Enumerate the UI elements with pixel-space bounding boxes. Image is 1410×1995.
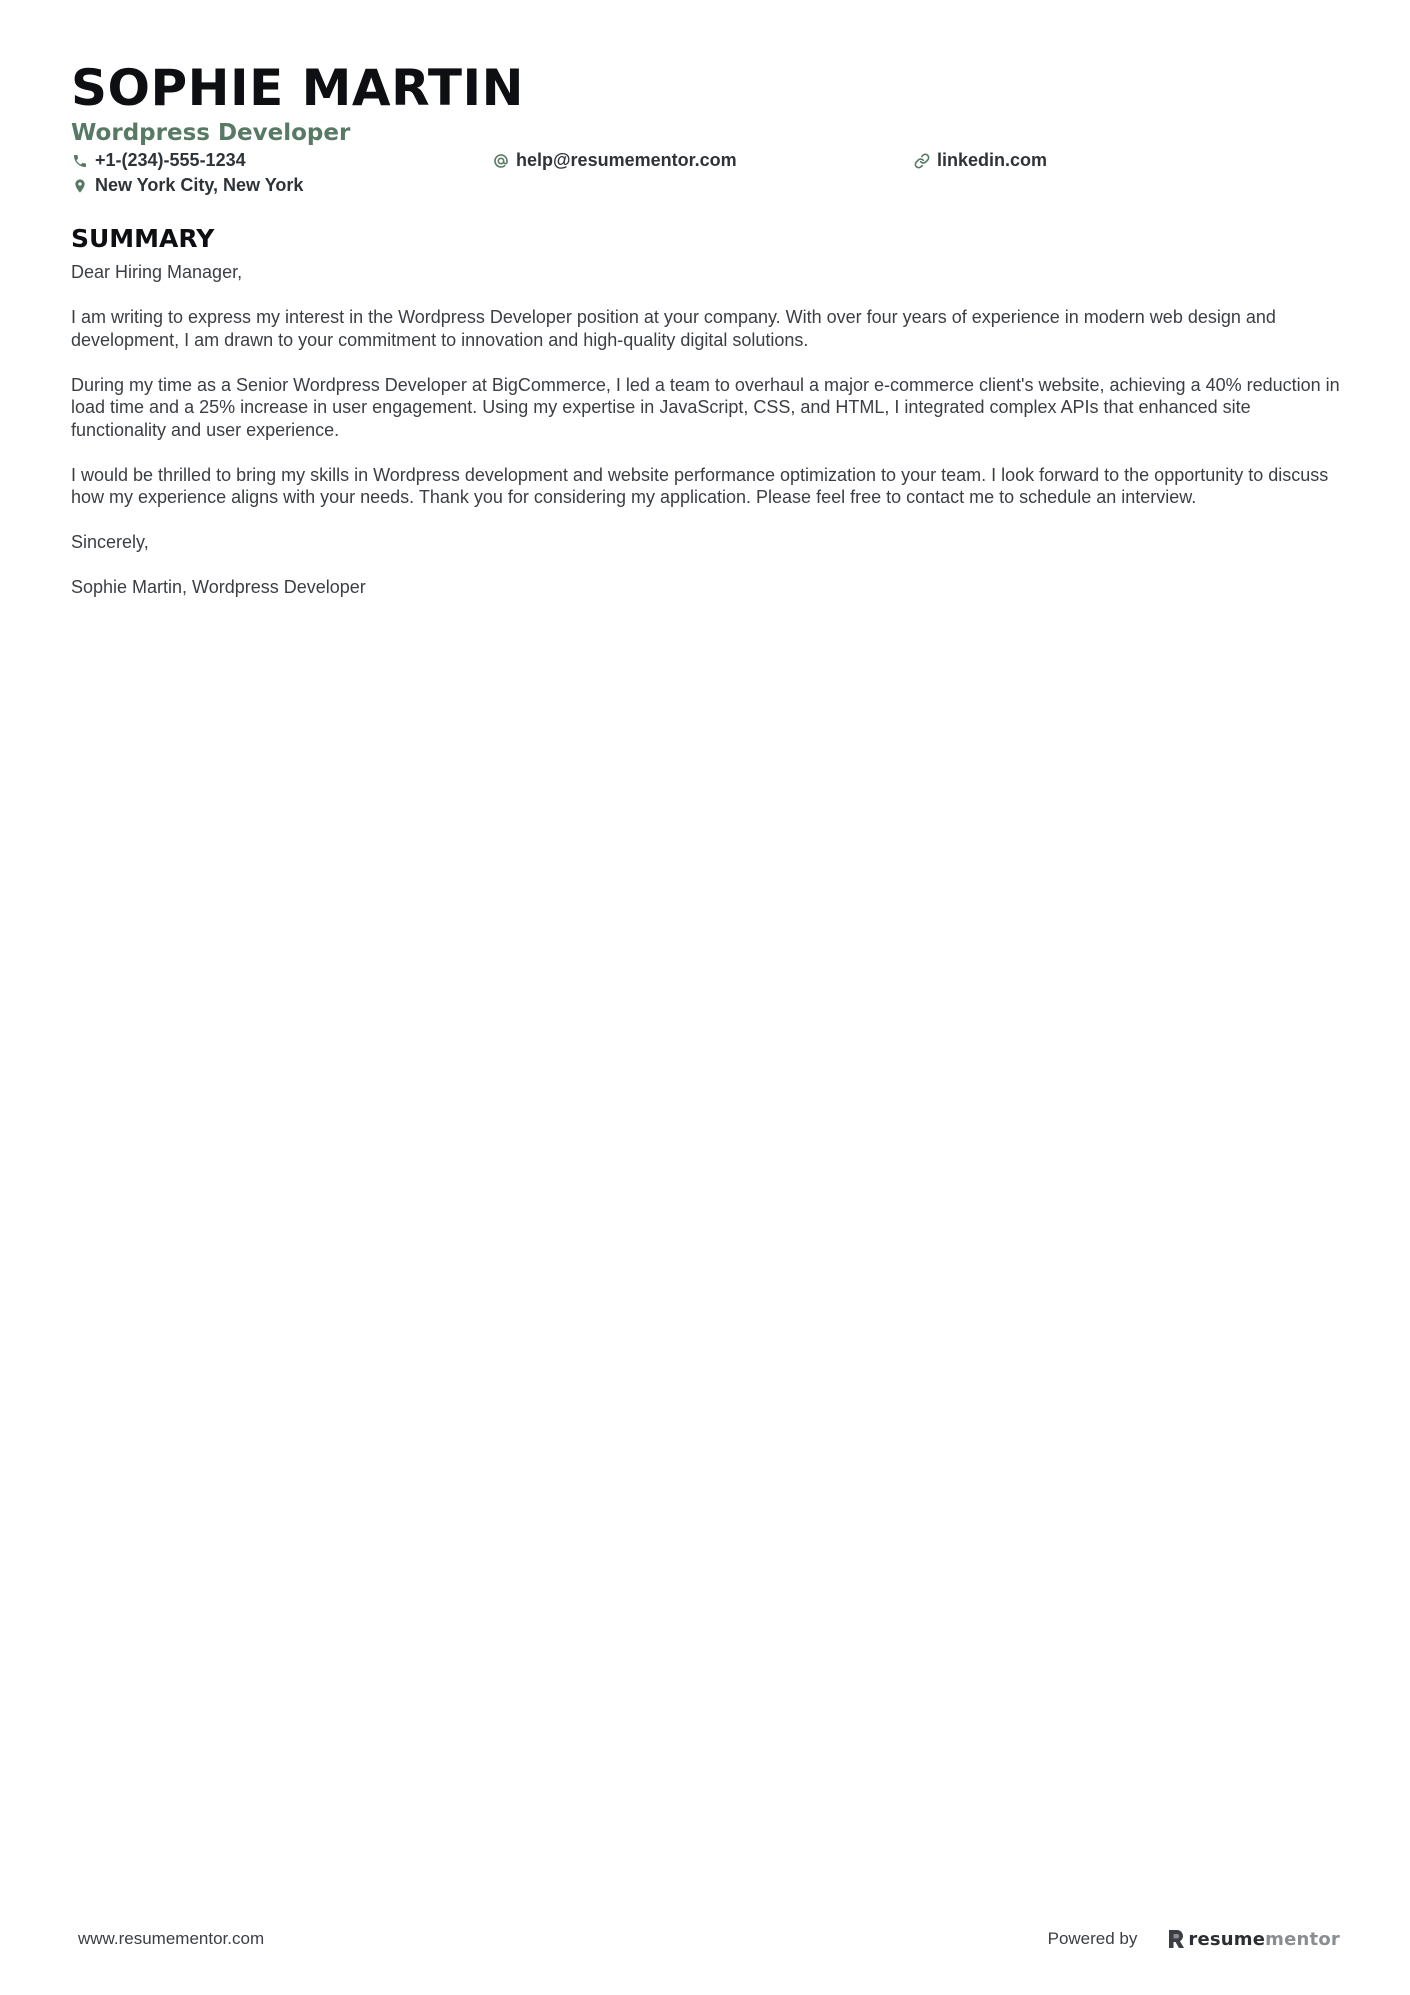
- email-text: help@resumementor.com: [516, 150, 737, 170]
- location-text: New York City, New York: [95, 175, 304, 195]
- contact-info: [71, 148, 1341, 198]
- paragraph: I am writing to express my interest in the Wordpress Developer position at your company. With over four years of experience in modern web design and development, I am drawn to your commitment to innovation and high-quality digital solutions.: [71, 307, 1276, 350]
- footer: [78, 1925, 1340, 1953]
- contact-location: [71, 173, 492, 198]
- contact-website[interactable]: [913, 148, 1334, 173]
- phone-icon: [71, 152, 89, 170]
- logo-text-resume: resume: [1188, 1928, 1266, 1950]
- closing: Sincerely,: [71, 532, 149, 552]
- contact-phone: [71, 148, 492, 173]
- contact-email[interactable]: [492, 148, 913, 173]
- footer-branding: [1048, 1929, 1340, 1950]
- greeting: Dear Hiring Manager,: [71, 262, 243, 282]
- website-text: linkedin.com: [937, 150, 1048, 170]
- footer-website-link[interactable]: www.resumementor.com: [78, 1929, 265, 1948]
- resumementor-logo[interactable]: [1167, 1929, 1340, 1950]
- link-icon: [913, 152, 931, 170]
- phone-text: +1-(234)-555-1234: [95, 150, 246, 170]
- map-pin-icon: [71, 177, 89, 195]
- job-title: Wordpress Developer: [71, 120, 351, 146]
- resumementor-logo-icon: [1167, 1929, 1185, 1949]
- paragraph: During my time as a Senior Wordpress Developer at BigCommerce, I led a team to overhaul a major e-commerce client's website, achieving a 40% reduction in load time and a 25% increase in user engagement. Using my expertise in JavaScript, CSS, and HTML, I integrated complex APIs that enhanced site functionality and user experience.: [71, 374, 1340, 440]
- signature: Sophie Martin, Wordpress Developer: [71, 577, 366, 597]
- powered-by-text: Powered by: [1047, 1929, 1138, 1948]
- logo-text-mentor: mentor: [1265, 1928, 1340, 1950]
- paragraph: I would be thrilled to bring my skills in Wordpress development and website performance optimization to your team. I look forward to the opportunity to discuss how my experience aligns with your needs. Thank you for considering my application. Please feel free to contact me to schedule an interview.: [71, 464, 1329, 507]
- letter-body: [71, 261, 1341, 599]
- summary-heading: SUMMARY: [71, 224, 215, 253]
- at-icon: [492, 152, 510, 170]
- cover-letter-page: [71, 58, 1341, 621]
- candidate-name: SOPHIE MARTIN: [71, 59, 524, 117]
